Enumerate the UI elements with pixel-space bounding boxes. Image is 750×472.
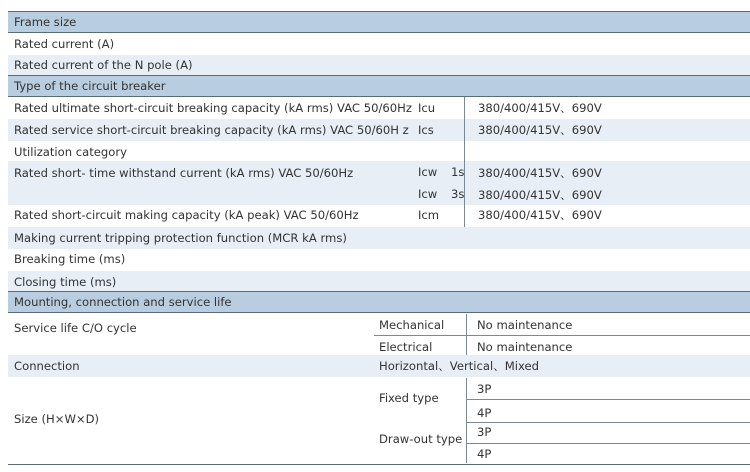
mounting-row xyxy=(8,291,750,313)
breaker-type-row xyxy=(8,75,750,97)
size-label: Size (H×W×D) xyxy=(14,412,100,426)
ics-symbol: Ics xyxy=(418,123,434,137)
icm-row xyxy=(8,205,750,227)
icu-row xyxy=(8,97,750,119)
ics-value: 380/400/415V、690V xyxy=(478,123,602,137)
ics-row xyxy=(8,119,750,141)
frame-size-label: Frame size xyxy=(14,15,77,29)
divider-size-horizontal-2 xyxy=(466,422,750,423)
breaking-time-label: Breaking time (ms) xyxy=(14,252,126,266)
utilization-label: Utilization category xyxy=(14,145,128,159)
divider-service-horizontal xyxy=(374,335,750,336)
icm-value: 380/400/415V、690V xyxy=(478,208,602,222)
mounting-label: Mounting, connection and service life xyxy=(14,295,232,309)
icw-1s-time: 1s xyxy=(451,165,465,179)
icw-3s-symbol: Icw xyxy=(418,187,438,201)
electrical-label: Electrical xyxy=(379,340,433,354)
closing-time-row xyxy=(8,271,750,291)
icu-value: 380/400/415V、690V xyxy=(478,101,602,115)
breaking-time-row xyxy=(8,249,750,271)
icw-label: Rated short- time withstand current (kA rms) VAC 50/60Hz xyxy=(14,166,354,180)
icu-label: Rated ultimate short-circuit breaking capacity (kA rms) VAC 50/60Hz xyxy=(14,101,412,115)
divider-size-horizontal-3 xyxy=(466,443,750,444)
icw-row xyxy=(8,161,750,205)
fixed-type-label: Fixed type xyxy=(379,391,439,405)
fixed-4p: 4P xyxy=(477,406,492,420)
drawout-3p: 3P xyxy=(477,425,492,439)
mechanical-value: No maintenance xyxy=(477,318,573,332)
icm-label: Rated short-circuit making capacity (kA peak) VAC 50/60Hz xyxy=(14,208,359,222)
closing-time-label: Closing time (ms) xyxy=(14,275,117,289)
mcr-row xyxy=(8,227,750,249)
service-life-row xyxy=(8,313,750,355)
table-bottom-border xyxy=(8,464,750,465)
connection-label: Connection xyxy=(14,359,80,373)
rated-current-n-row xyxy=(8,55,750,75)
utilization-row xyxy=(8,141,750,161)
icw-3s-time: 3s xyxy=(451,187,465,201)
divider-icu-vertical xyxy=(464,97,465,227)
icw-1s-value: 380/400/415V、690V xyxy=(478,166,602,180)
rated-current-n-label: Rated current of the N pole (A) xyxy=(14,58,193,72)
fixed-3p: 3P xyxy=(477,382,492,396)
mechanical-label: Mechanical xyxy=(379,318,445,332)
breaker-type-label: Type of the circuit breaker xyxy=(14,79,166,93)
frame-size-row xyxy=(8,11,750,33)
drawout-type-label: Draw-out type xyxy=(379,432,463,446)
icm-symbol: Icm xyxy=(418,208,440,222)
size-row xyxy=(8,377,750,464)
ics-label: Rated service short-circuit breaking capacity (kA rms) VAC 50/60H z xyxy=(14,123,409,137)
icw-3s-value: 380/400/415V、690V xyxy=(478,188,602,202)
divider-size-horizontal-1 xyxy=(466,399,750,400)
divider-size-vertical xyxy=(466,378,467,463)
mcr-label: Making current tripping protection function (MCR kA rms) xyxy=(14,231,347,245)
rated-current-label: Rated current (A) xyxy=(14,37,115,51)
service-life-label: Service life C/O cycle xyxy=(14,321,137,335)
electrical-value: No maintenance xyxy=(477,340,573,354)
icu-symbol: Icu xyxy=(418,101,436,115)
drawout-4p: 4P xyxy=(477,447,492,461)
icw-1s-symbol: Icw xyxy=(418,165,438,179)
connection-value: Horizontal、Vertical、Mixed xyxy=(379,359,540,373)
connection-row xyxy=(8,355,750,377)
rated-current-row xyxy=(8,33,750,55)
